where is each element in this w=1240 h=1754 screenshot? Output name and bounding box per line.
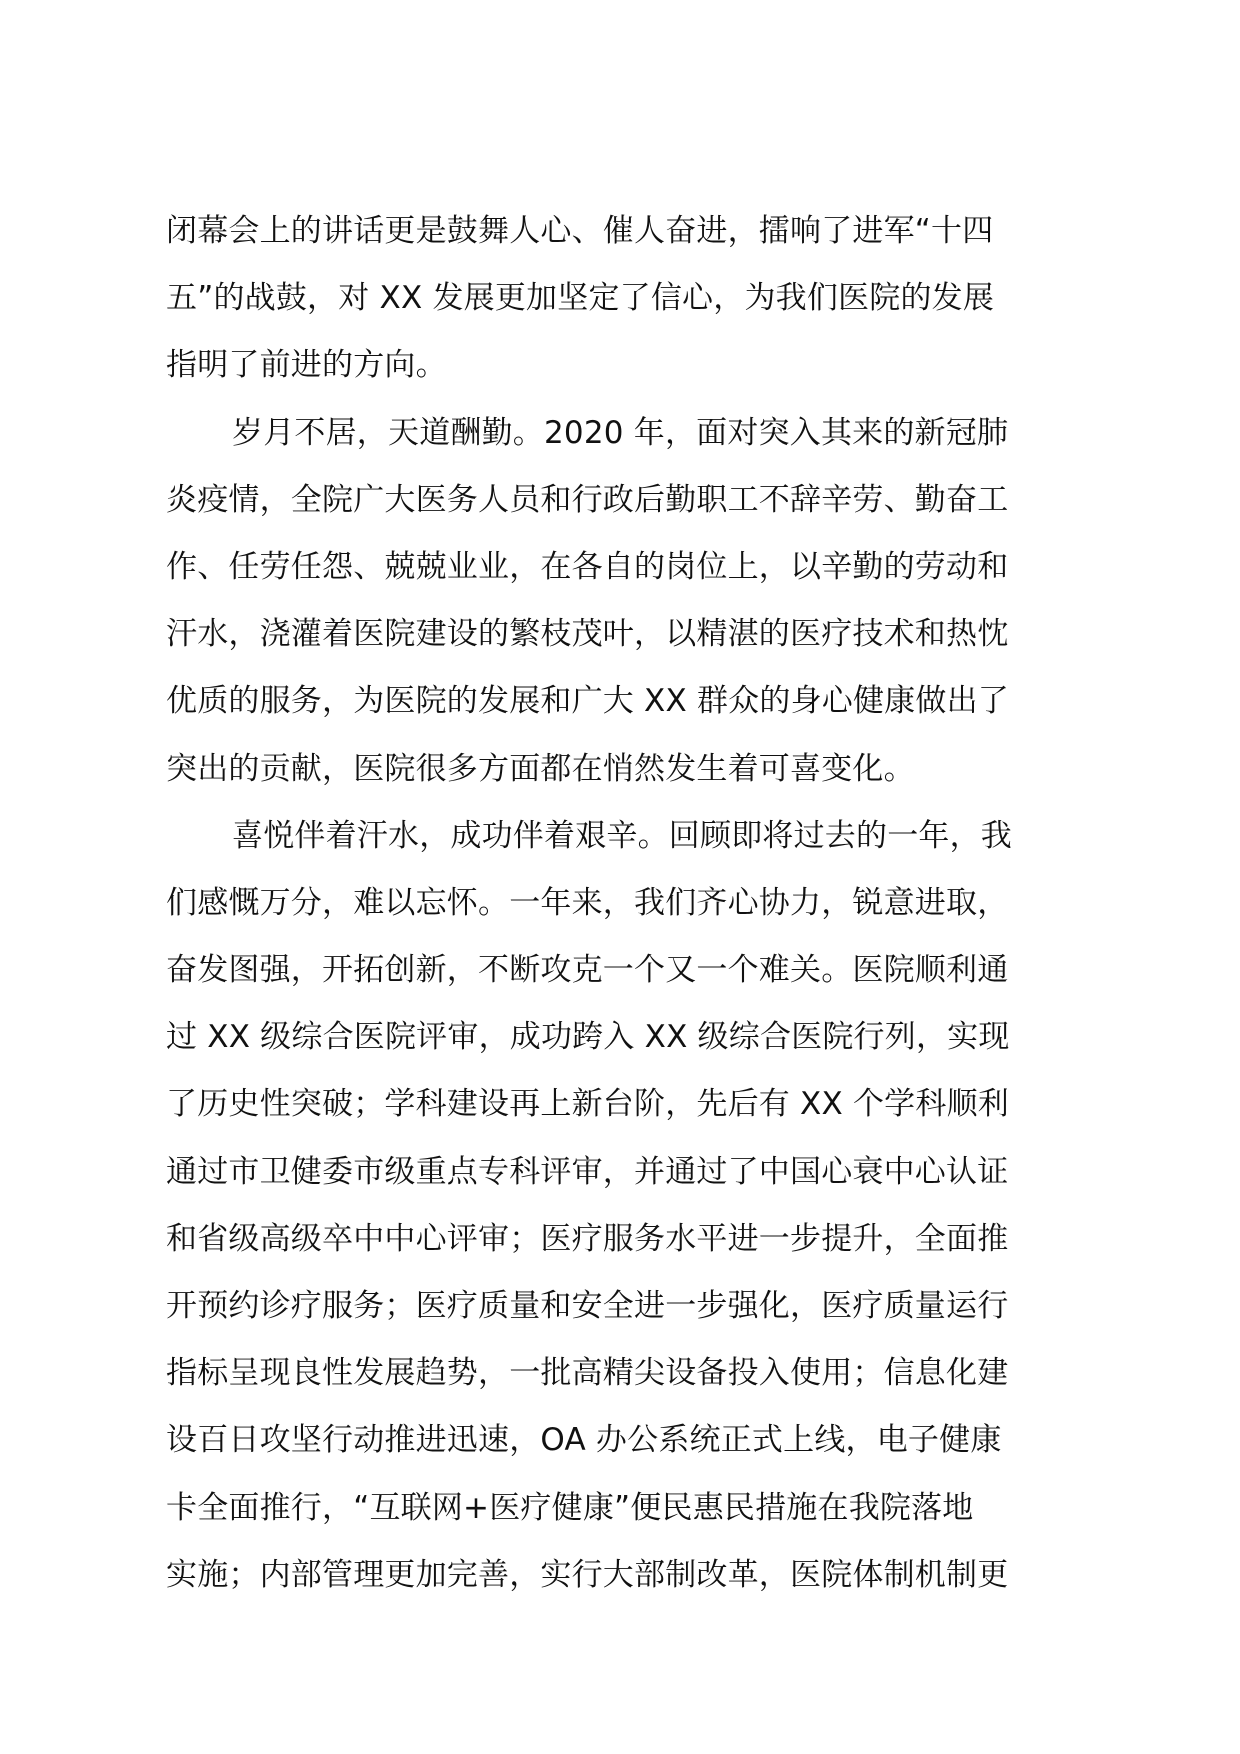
text-line: 炎疫情，全院广大医务人员和行政后勤职工不辞辛劳、勤奋工	[166, 481, 1009, 518]
text-line: 实施；内部管理更加完善，实行大部制改革，医院体制机制更	[166, 1556, 1009, 1593]
text-line: 卡全面推行，“互联网+医疗健康”便民惠民措施在我院落地	[166, 1489, 974, 1526]
text-line: 开预约诊疗服务；医疗质量和安全进一步强化，医疗质量运行	[166, 1288, 1009, 1324]
text-line: 优质的服务，为医院的发展和广大 XX 群众的身心健康做出了	[166, 683, 1009, 720]
text-line: 奋发图强，开拓创新，不断攻克一个又一个难关。医院顺利通	[166, 952, 1009, 989]
text-line: 突出的贡献，医院很多方面都在悄然发生着可喜变化。	[166, 750, 915, 787]
text-line: 通过市卫健委市级重点专科评审，并通过了中国心衰中心认证	[166, 1153, 1009, 1190]
text-line: 闭幕会上的讲话更是鼓舞人心、催人奋进，擂响了进军“十四	[166, 213, 994, 249]
text-line: 了历史性突破；学科建设再上新台阶，先后有 XX 个学科顺利	[166, 1086, 1009, 1123]
text-line: 过 XX 级综合医院评审，成功跨入 XX 级综合医院行列，实现	[166, 1019, 1010, 1056]
paragraph-first-line: 喜悦伴着汗水，成功伴着艰辛。回顾即将过去的一年，我	[232, 817, 1012, 854]
text-line: 和省级高级卒中中心评审；医疗服务水平进一步提升，全面推	[166, 1220, 1009, 1257]
text-line: 五”的战鼓，对 XX 发展更加坚定了信心，为我们医院的发展	[166, 280, 995, 317]
text-line: 汗水，浇灌着医院建设的繁枝茂叶，以精湛的医疗技术和热忱	[166, 616, 1009, 653]
paragraph-first-line: 岁月不居，天道酬勤。2020 年，面对突入其来的新冠肺	[232, 414, 1009, 451]
body-text	[166, 198, 1076, 1609]
text-line: 指标呈现良性发展趋势，一批高精尖设备投入使用；信息化建	[166, 1355, 1009, 1392]
text-line: 指明了前进的方向。	[166, 347, 447, 384]
text-line: 们感慨万分，难以忘怀。一年来，我们齐心协力，锐意进取，	[166, 884, 1009, 921]
text-line: 作、任劳任怨、兢兢业业，在各自的岗位上，以辛勤的劳动和	[166, 548, 1009, 585]
text-line: 设百日攻坚行动推进迅速，OA 办公系统正式上线，电子健康	[166, 1422, 1002, 1459]
